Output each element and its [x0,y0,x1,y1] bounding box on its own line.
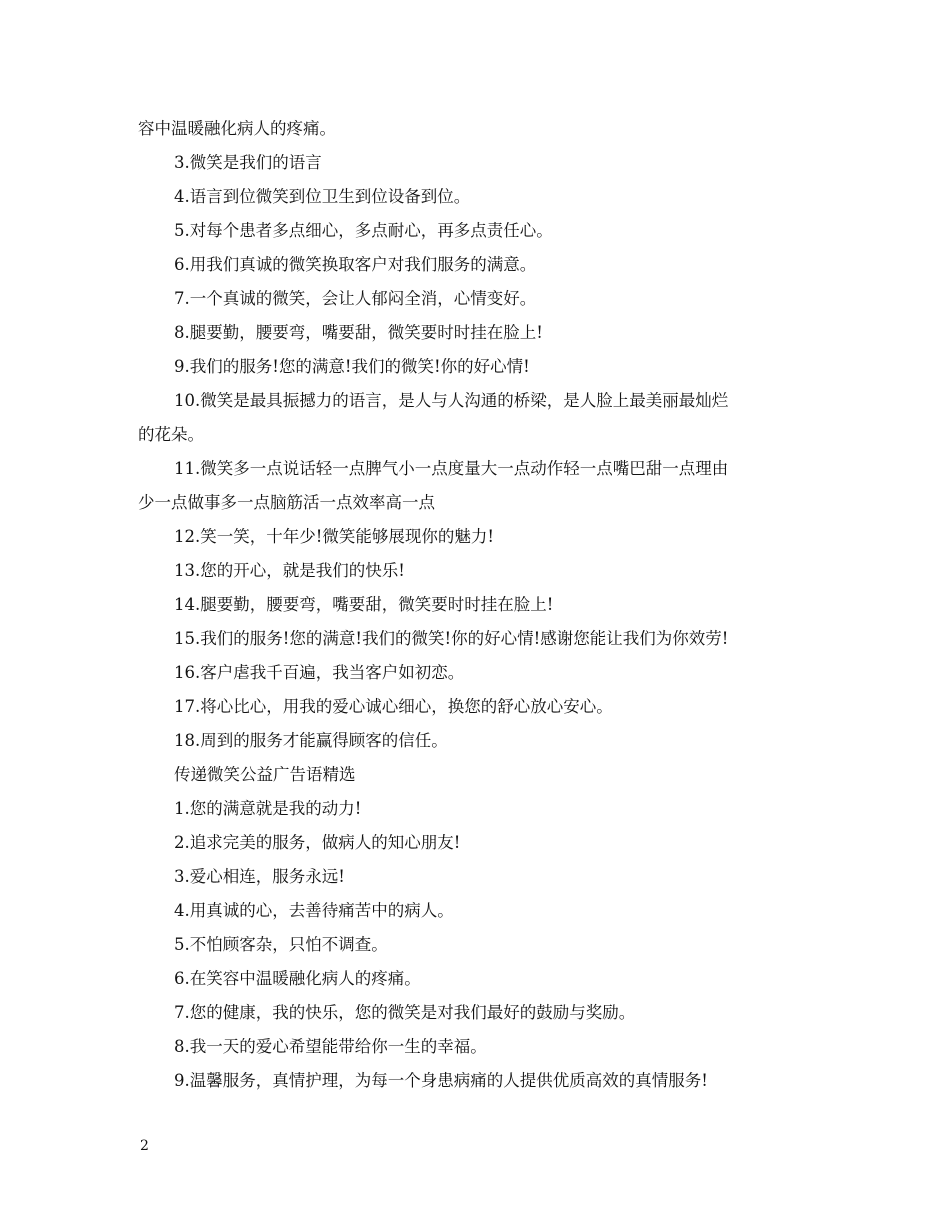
text-line: 16.客户虐我千百遍，我当客户如初恋。 [174,663,465,682]
text-line: 容中温暖融化病人的疼痛。 [138,119,336,138]
text-line: 3.爱心相连，服务永远! [174,867,345,886]
text-line: 4.用真诚的心，去善待痛苦中的病人。 [174,901,454,920]
text-line: 9.温馨服务，真情护理，为每一个身患病痛的人提供优质高效的真情服务! [174,1071,708,1090]
text-line: 5.不怕顾客杂，只怕不调查。 [174,935,388,954]
text-line: 7.一个真诚的微笑，会让人郁闷全消，心情变好。 [174,289,537,308]
text-line: 的花朵。 [138,425,204,444]
text-line: 1.您的满意就是我的动力! [174,799,362,818]
text-line: 14.腿要勤，腰要弯，嘴要甜，微笑要时时挂在脸上! [174,595,554,614]
text-line: 8.我一天的爱心希望能带给你一生的幸福。 [174,1037,487,1056]
text-line: 18.周到的服务才能赢得顾客的信任。 [174,731,448,750]
text-line: 传递微笑公益广告语精选 [174,765,356,784]
text-line: 13.您的开心，就是我们的快乐! [174,561,405,580]
text-line: 2.追求完美的服务，做病人的知心朋友! [174,833,461,852]
text-line: 9.我们的服务!您的满意!我们的微笑!你的好心情! [174,357,530,376]
text-line: 8.腿要勤，腰要弯，嘴要甜，微笑要时时挂在脸上! [174,323,543,342]
text-line: 3.微笑是我们的语言 [174,153,322,172]
text-line: 6.用我们真诚的微笑换取客户对我们服务的满意。 [174,255,537,274]
text-line: 15.我们的服务!您的满意!我们的微笑!你的好心情!感谢您能让我们为你效劳! [174,629,729,648]
text-line: 11.微笑多一点说话轻一点脾气小一点度量大一点动作轻一点嘴巴甜一点理由 [174,459,729,478]
text-line: 少一点做事多一点脑筋活一点效率高一点 [138,493,435,512]
text-line: 10.微笑是最具振撼力的语言，是人与人沟通的桥梁，是人脸上最美丽最灿烂 [174,391,729,410]
page-number: 2 [140,1138,149,1154]
text-line: 12.笑一笑，十年少!微笑能够展现你的魅力! [174,527,495,546]
document-body [138,112,818,1098]
text-line: 6.在笑容中温暖融化病人的疼痛。 [174,969,421,988]
text-line: 5.对每个患者多点细心，多点耐心，再多点责任心。 [174,221,553,240]
text-line: 4.语言到位微笑到位卫生到位设备到位。 [174,187,471,206]
text-line: 7.您的健康，我的快乐，您的微笑是对我们最好的鼓励与奖励。 [174,1003,636,1022]
text-line: 17.将心比心，用我的爱心诚心细心，换您的舒心放心安心。 [174,697,613,716]
